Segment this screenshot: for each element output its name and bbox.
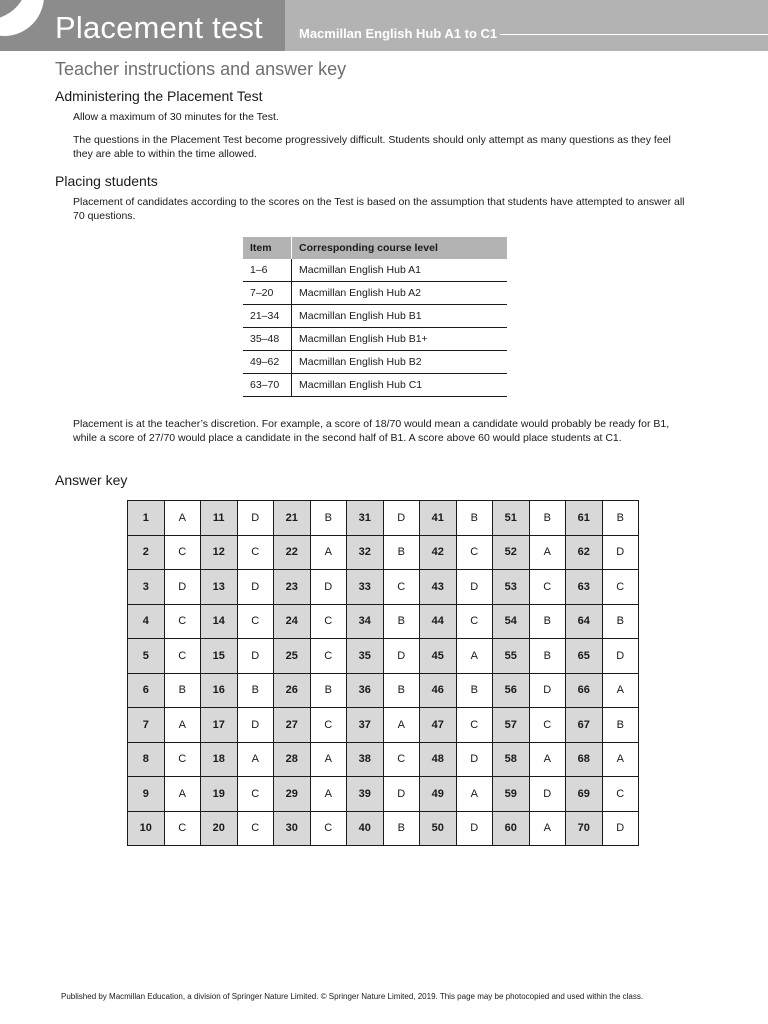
answer-letter-cell: C	[456, 604, 493, 639]
question-number-cell: 48	[420, 742, 457, 777]
answer-letter-cell: C	[310, 811, 347, 846]
answer-letter-cell: A	[529, 811, 566, 846]
item-range-cell: 49–62	[243, 351, 292, 374]
header-subtitle: Macmillan English Hub A1 to C1	[299, 26, 498, 41]
placing-para-2: Placement is at the teacher’s discretion. For example, a score of 18/70 would mean a candidate would probably be ready for B1, while a score of 27/70 would place a candidate in the second half of B1. A score above 60 would place students at C1.	[73, 418, 670, 444]
question-number-cell: 67	[566, 708, 603, 743]
question-number-cell: 59	[493, 777, 530, 812]
question-number-cell: 20	[201, 811, 238, 846]
answer-letter-cell: B	[164, 673, 201, 708]
answer-letter-cell: C	[310, 708, 347, 743]
answer-row	[128, 708, 639, 743]
answer-letter-cell: A	[529, 535, 566, 570]
answer-letter-cell: B	[237, 673, 274, 708]
answer-letter-cell: B	[383, 604, 420, 639]
answer-row	[128, 673, 639, 708]
answer-letter-cell: C	[456, 708, 493, 743]
question-number-cell: 38	[347, 742, 384, 777]
question-number-cell: 63	[566, 570, 603, 605]
answer-key-heading: Answer key	[55, 472, 128, 488]
answer-letter-cell: C	[164, 535, 201, 570]
answer-letter-cell: B	[310, 673, 347, 708]
placing-para-1: Placement of candidates according to the scores on the Test is based on the assumption that students have attempted to answer all 70 questions.	[73, 196, 685, 222]
answer-letter-cell: D	[456, 742, 493, 777]
answer-letter-cell: A	[602, 742, 639, 777]
question-number-cell: 33	[347, 570, 384, 605]
answer-letter-cell: B	[456, 673, 493, 708]
answer-letter-cell: B	[602, 708, 639, 743]
answer-letter-cell: D	[383, 777, 420, 812]
answer-letter-cell: D	[237, 708, 274, 743]
course-level-cell: Macmillan English Hub B1+	[292, 328, 508, 351]
question-number-cell: 58	[493, 742, 530, 777]
answer-letter-cell: A	[164, 708, 201, 743]
question-number-cell: 69	[566, 777, 603, 812]
table-row	[243, 328, 507, 351]
answer-letter-cell: D	[383, 501, 420, 536]
question-number-cell: 66	[566, 673, 603, 708]
question-number-cell: 37	[347, 708, 384, 743]
question-number-cell: 10	[128, 811, 165, 846]
answer-letter-cell: D	[164, 570, 201, 605]
question-number-cell: 6	[128, 673, 165, 708]
item-column-header: Item	[243, 237, 292, 259]
answer-letter-cell: D	[310, 570, 347, 605]
question-number-cell: 51	[493, 501, 530, 536]
table-row	[243, 374, 507, 397]
answer-letter-cell: A	[164, 777, 201, 812]
question-number-cell: 50	[420, 811, 457, 846]
answer-letter-cell: C	[383, 742, 420, 777]
answer-letter-cell: A	[310, 535, 347, 570]
question-number-cell: 11	[201, 501, 238, 536]
answer-letter-cell: C	[529, 708, 566, 743]
question-number-cell: 62	[566, 535, 603, 570]
question-number-cell: 26	[274, 673, 311, 708]
table-row	[243, 282, 507, 305]
level-column-header: Corresponding course level	[292, 237, 508, 259]
question-number-cell: 49	[420, 777, 457, 812]
table-row	[243, 305, 507, 328]
answer-row	[128, 742, 639, 777]
answer-letter-cell: D	[456, 570, 493, 605]
answer-letter-cell: A	[164, 501, 201, 536]
question-number-cell: 16	[201, 673, 238, 708]
item-range-cell: 21–34	[243, 305, 292, 328]
item-range-cell: 1–6	[243, 259, 292, 282]
course-level-cell: Macmillan English Hub A1	[292, 259, 508, 282]
answer-letter-cell: D	[237, 570, 274, 605]
answer-letter-cell: B	[310, 501, 347, 536]
answer-letter-cell: C	[164, 811, 201, 846]
course-level-table	[243, 237, 507, 397]
question-number-cell: 1	[128, 501, 165, 536]
answer-letter-cell: A	[383, 708, 420, 743]
answer-letter-cell: B	[602, 604, 639, 639]
question-number-cell: 36	[347, 673, 384, 708]
header-rule	[500, 34, 768, 35]
question-number-cell: 15	[201, 639, 238, 674]
question-number-cell: 52	[493, 535, 530, 570]
question-number-cell: 54	[493, 604, 530, 639]
question-number-cell: 34	[347, 604, 384, 639]
question-number-cell: 4	[128, 604, 165, 639]
question-number-cell: 39	[347, 777, 384, 812]
question-number-cell: 23	[274, 570, 311, 605]
question-number-cell: 25	[274, 639, 311, 674]
course-level-cell: Macmillan English Hub A2	[292, 282, 508, 305]
administering-heading: Administering the Placement Test	[55, 88, 263, 104]
answer-letter-cell: A	[237, 742, 274, 777]
question-number-cell: 65	[566, 639, 603, 674]
question-number-cell: 45	[420, 639, 457, 674]
question-number-cell: 7	[128, 708, 165, 743]
answer-letter-cell: B	[383, 673, 420, 708]
question-number-cell: 44	[420, 604, 457, 639]
question-number-cell: 57	[493, 708, 530, 743]
answer-letter-cell: B	[383, 535, 420, 570]
answer-letter-cell: A	[310, 777, 347, 812]
page-title: Placement test	[55, 10, 263, 45]
answer-row	[128, 639, 639, 674]
answer-row	[128, 570, 639, 605]
question-number-cell: 28	[274, 742, 311, 777]
administering-para-2: The questions in the Placement Test become progressively difficult. Students should only attempt as many questions as they feel they are able to within the time allowed.	[73, 134, 671, 160]
question-number-cell: 70	[566, 811, 603, 846]
answer-letter-cell: D	[456, 811, 493, 846]
course-level-header-row	[243, 237, 507, 259]
footer-copyright: Published by Macmillan Education, a division of Springer Nature Limited. © Springer Nature Limited, 2019. This page may be photocopied and used within the class.	[61, 992, 644, 1001]
question-number-cell: 19	[201, 777, 238, 812]
answer-letter-cell: D	[602, 811, 639, 846]
table-row	[243, 351, 507, 374]
answer-letter-cell: C	[602, 570, 639, 605]
answer-letter-cell: C	[237, 777, 274, 812]
question-number-cell: 47	[420, 708, 457, 743]
question-number-cell: 40	[347, 811, 384, 846]
course-level-cell: Macmillan English Hub B2	[292, 351, 508, 374]
answer-key-table	[127, 500, 639, 846]
answer-letter-cell: B	[529, 639, 566, 674]
question-number-cell: 5	[128, 639, 165, 674]
answer-row	[128, 604, 639, 639]
answer-letter-cell: C	[237, 604, 274, 639]
question-number-cell: 24	[274, 604, 311, 639]
answer-letter-cell: C	[164, 639, 201, 674]
item-range-cell: 35–48	[243, 328, 292, 351]
answer-letter-cell: C	[602, 777, 639, 812]
question-number-cell: 42	[420, 535, 457, 570]
question-number-cell: 41	[420, 501, 457, 536]
question-number-cell: 56	[493, 673, 530, 708]
question-number-cell: 14	[201, 604, 238, 639]
answer-letter-cell: A	[529, 742, 566, 777]
item-range-cell: 7–20	[243, 282, 292, 305]
answer-letter-cell: A	[310, 742, 347, 777]
answer-letter-cell: D	[237, 501, 274, 536]
question-number-cell: 31	[347, 501, 384, 536]
answer-key-body	[128, 501, 639, 846]
question-number-cell: 9	[128, 777, 165, 812]
question-number-cell: 55	[493, 639, 530, 674]
answer-row	[128, 535, 639, 570]
question-number-cell: 17	[201, 708, 238, 743]
answer-letter-cell: C	[383, 570, 420, 605]
question-number-cell: 53	[493, 570, 530, 605]
section-title: Teacher instructions and answer key	[55, 59, 347, 79]
answer-letter-cell: C	[164, 604, 201, 639]
question-number-cell: 61	[566, 501, 603, 536]
answer-letter-cell: A	[602, 673, 639, 708]
answer-letter-cell: C	[310, 639, 347, 674]
answer-letter-cell: D	[529, 673, 566, 708]
administering-para-1: Allow a maximum of 30 minutes for the Test.	[73, 111, 279, 123]
course-level-cell: Macmillan English Hub B1	[292, 305, 508, 328]
answer-row	[128, 501, 639, 536]
placing-heading: Placing students	[55, 173, 158, 189]
answer-letter-cell: D	[237, 639, 274, 674]
answer-letter-cell: C	[237, 811, 274, 846]
answer-letter-cell: D	[383, 639, 420, 674]
answer-row	[128, 777, 639, 812]
answer-letter-cell: A	[456, 777, 493, 812]
question-number-cell: 13	[201, 570, 238, 605]
answer-letter-cell: B	[456, 501, 493, 536]
answer-letter-cell: D	[529, 777, 566, 812]
answer-row	[128, 811, 639, 846]
answer-letter-cell: C	[237, 535, 274, 570]
answer-letter-cell: D	[602, 639, 639, 674]
table-row	[243, 259, 507, 282]
header-title-panel	[0, 0, 285, 51]
question-number-cell: 64	[566, 604, 603, 639]
question-number-cell: 43	[420, 570, 457, 605]
item-range-cell: 63–70	[243, 374, 292, 397]
question-number-cell: 18	[201, 742, 238, 777]
question-number-cell: 35	[347, 639, 384, 674]
question-number-cell: 2	[128, 535, 165, 570]
answer-letter-cell: C	[529, 570, 566, 605]
question-number-cell: 29	[274, 777, 311, 812]
question-number-cell: 68	[566, 742, 603, 777]
question-number-cell: 3	[128, 570, 165, 605]
question-number-cell: 22	[274, 535, 311, 570]
question-number-cell: 60	[493, 811, 530, 846]
question-number-cell: 8	[128, 742, 165, 777]
question-number-cell: 46	[420, 673, 457, 708]
page-header	[0, 0, 768, 51]
course-level-cell: Macmillan English Hub C1	[292, 374, 508, 397]
answer-letter-cell: D	[602, 535, 639, 570]
question-number-cell: 12	[201, 535, 238, 570]
answer-letter-cell: B	[529, 501, 566, 536]
answer-letter-cell: C	[164, 742, 201, 777]
question-number-cell: 27	[274, 708, 311, 743]
answer-letter-cell: B	[602, 501, 639, 536]
question-number-cell: 32	[347, 535, 384, 570]
answer-letter-cell: C	[310, 604, 347, 639]
question-number-cell: 30	[274, 811, 311, 846]
question-number-cell: 21	[274, 501, 311, 536]
answer-letter-cell: C	[456, 535, 493, 570]
answer-letter-cell: B	[383, 811, 420, 846]
answer-letter-cell: B	[529, 604, 566, 639]
answer-letter-cell: A	[456, 639, 493, 674]
